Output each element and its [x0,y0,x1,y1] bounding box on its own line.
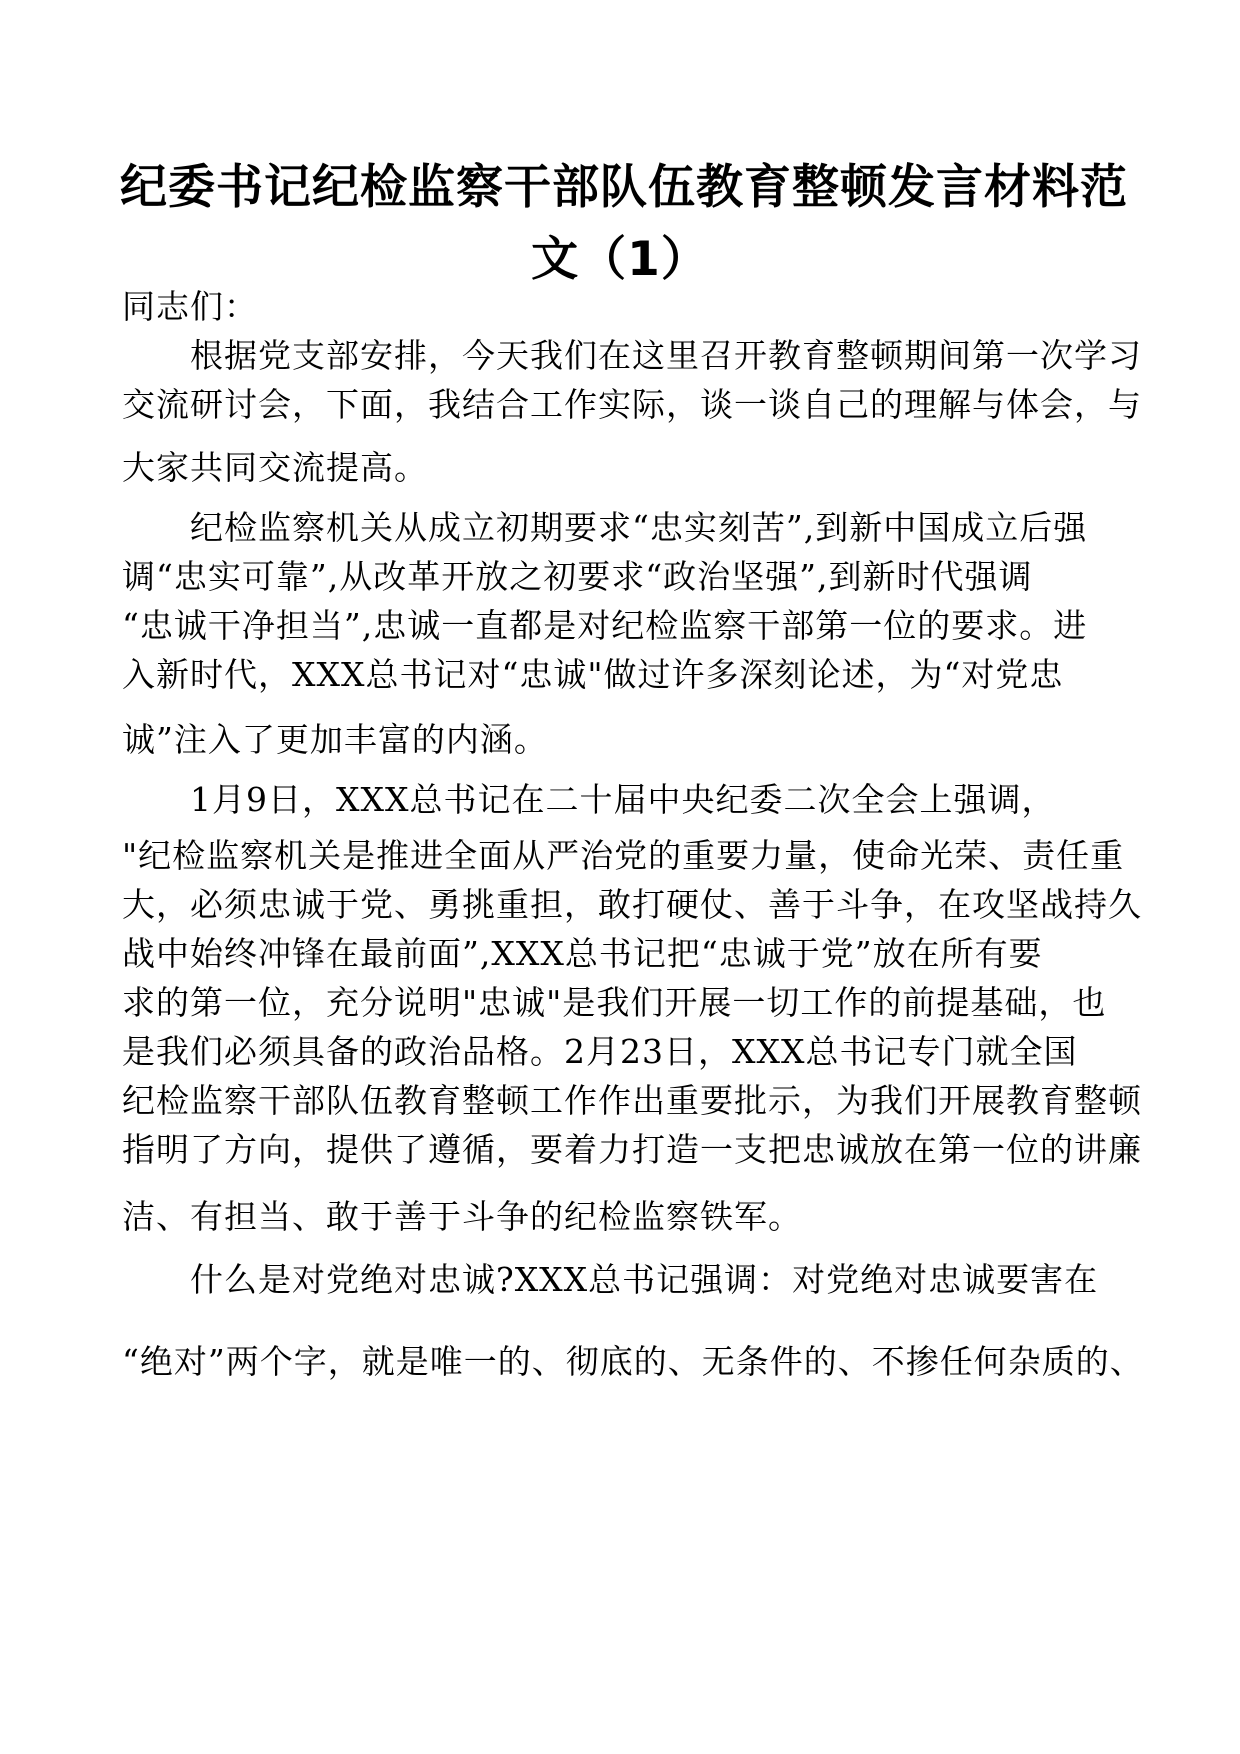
body-line: 1月9日，XXX总书记在二十届中央纪委二次全会上强调， [122,780,1056,819]
body-line: 洁、有担当、敢于善于斗争的纪检监察铁军。 [122,1197,802,1236]
body-line: “忠诚干净担当”,忠诚一直都是对纪检监察干部第一位的要求。进 [122,606,1088,645]
document-title-line-1: 纪委书记纪检监察干部队伍教育整顿发言材料范 [120,160,1128,215]
body-line: 是我们必须具备的政治品格。2月23日，XXX总书记专门就全国 [122,1032,1078,1071]
body-line: 什么是对党绝对忠诚?XXX总书记强调：对党绝对忠诚要害在 [122,1260,1099,1299]
salutation: 同志们： [122,287,258,326]
body-line: 纪检监察机关从成立初期要求“忠实刻苦”,到新中国成立后强 [122,508,1088,547]
body-line: 根据党支部安排，今天我们在这里召开教育整顿期间第一次学习 [122,336,1142,375]
document-title-line-2: 文（1） [531,232,709,287]
body-line: 战中始终冲锋在最前面”,XXX总书记把“忠诚于党”放在所有要 [122,934,1043,973]
body-line: "纪检监察机关是推进全面从严治党的重要力量，使命光荣、责任重 [122,836,1125,875]
body-line: 诚”注入了更加丰富的内涵。 [122,720,548,759]
body-line: 大家共同交流提高。 [122,448,428,487]
body-line: 求的第一位，充分说明"忠诚"是我们开展一切工作的前提基础，也 [122,983,1107,1022]
body-line: 交流研讨会，下面，我结合工作实际，谈一谈自己的理解与体会，与 [122,385,1142,424]
body-line: 纪检监察干部队伍教育整顿工作作出重要批示，为我们开展教育整顿 [122,1081,1142,1120]
body-line: 调“忠实可靠”,从改革开放之初要求“政治坚强”,到新时代强调 [122,557,1033,596]
body-line: 入新时代，XXX总书记对“忠诚"做过许多深刻论述，为“对党忠 [122,655,1064,694]
body-line: “绝对”两个字，就是唯一的、彻底的、无条件的、不掺任何杂质的、 [122,1342,1144,1381]
body-line: 大，必须忠诚于党、勇挑重担，敢打硬仗、善于斗争，在攻坚战持久 [122,885,1142,924]
body-line: 指明了方向，提供了遵循，要着力打造一支把忠诚放在第一位的讲廉 [122,1130,1142,1169]
